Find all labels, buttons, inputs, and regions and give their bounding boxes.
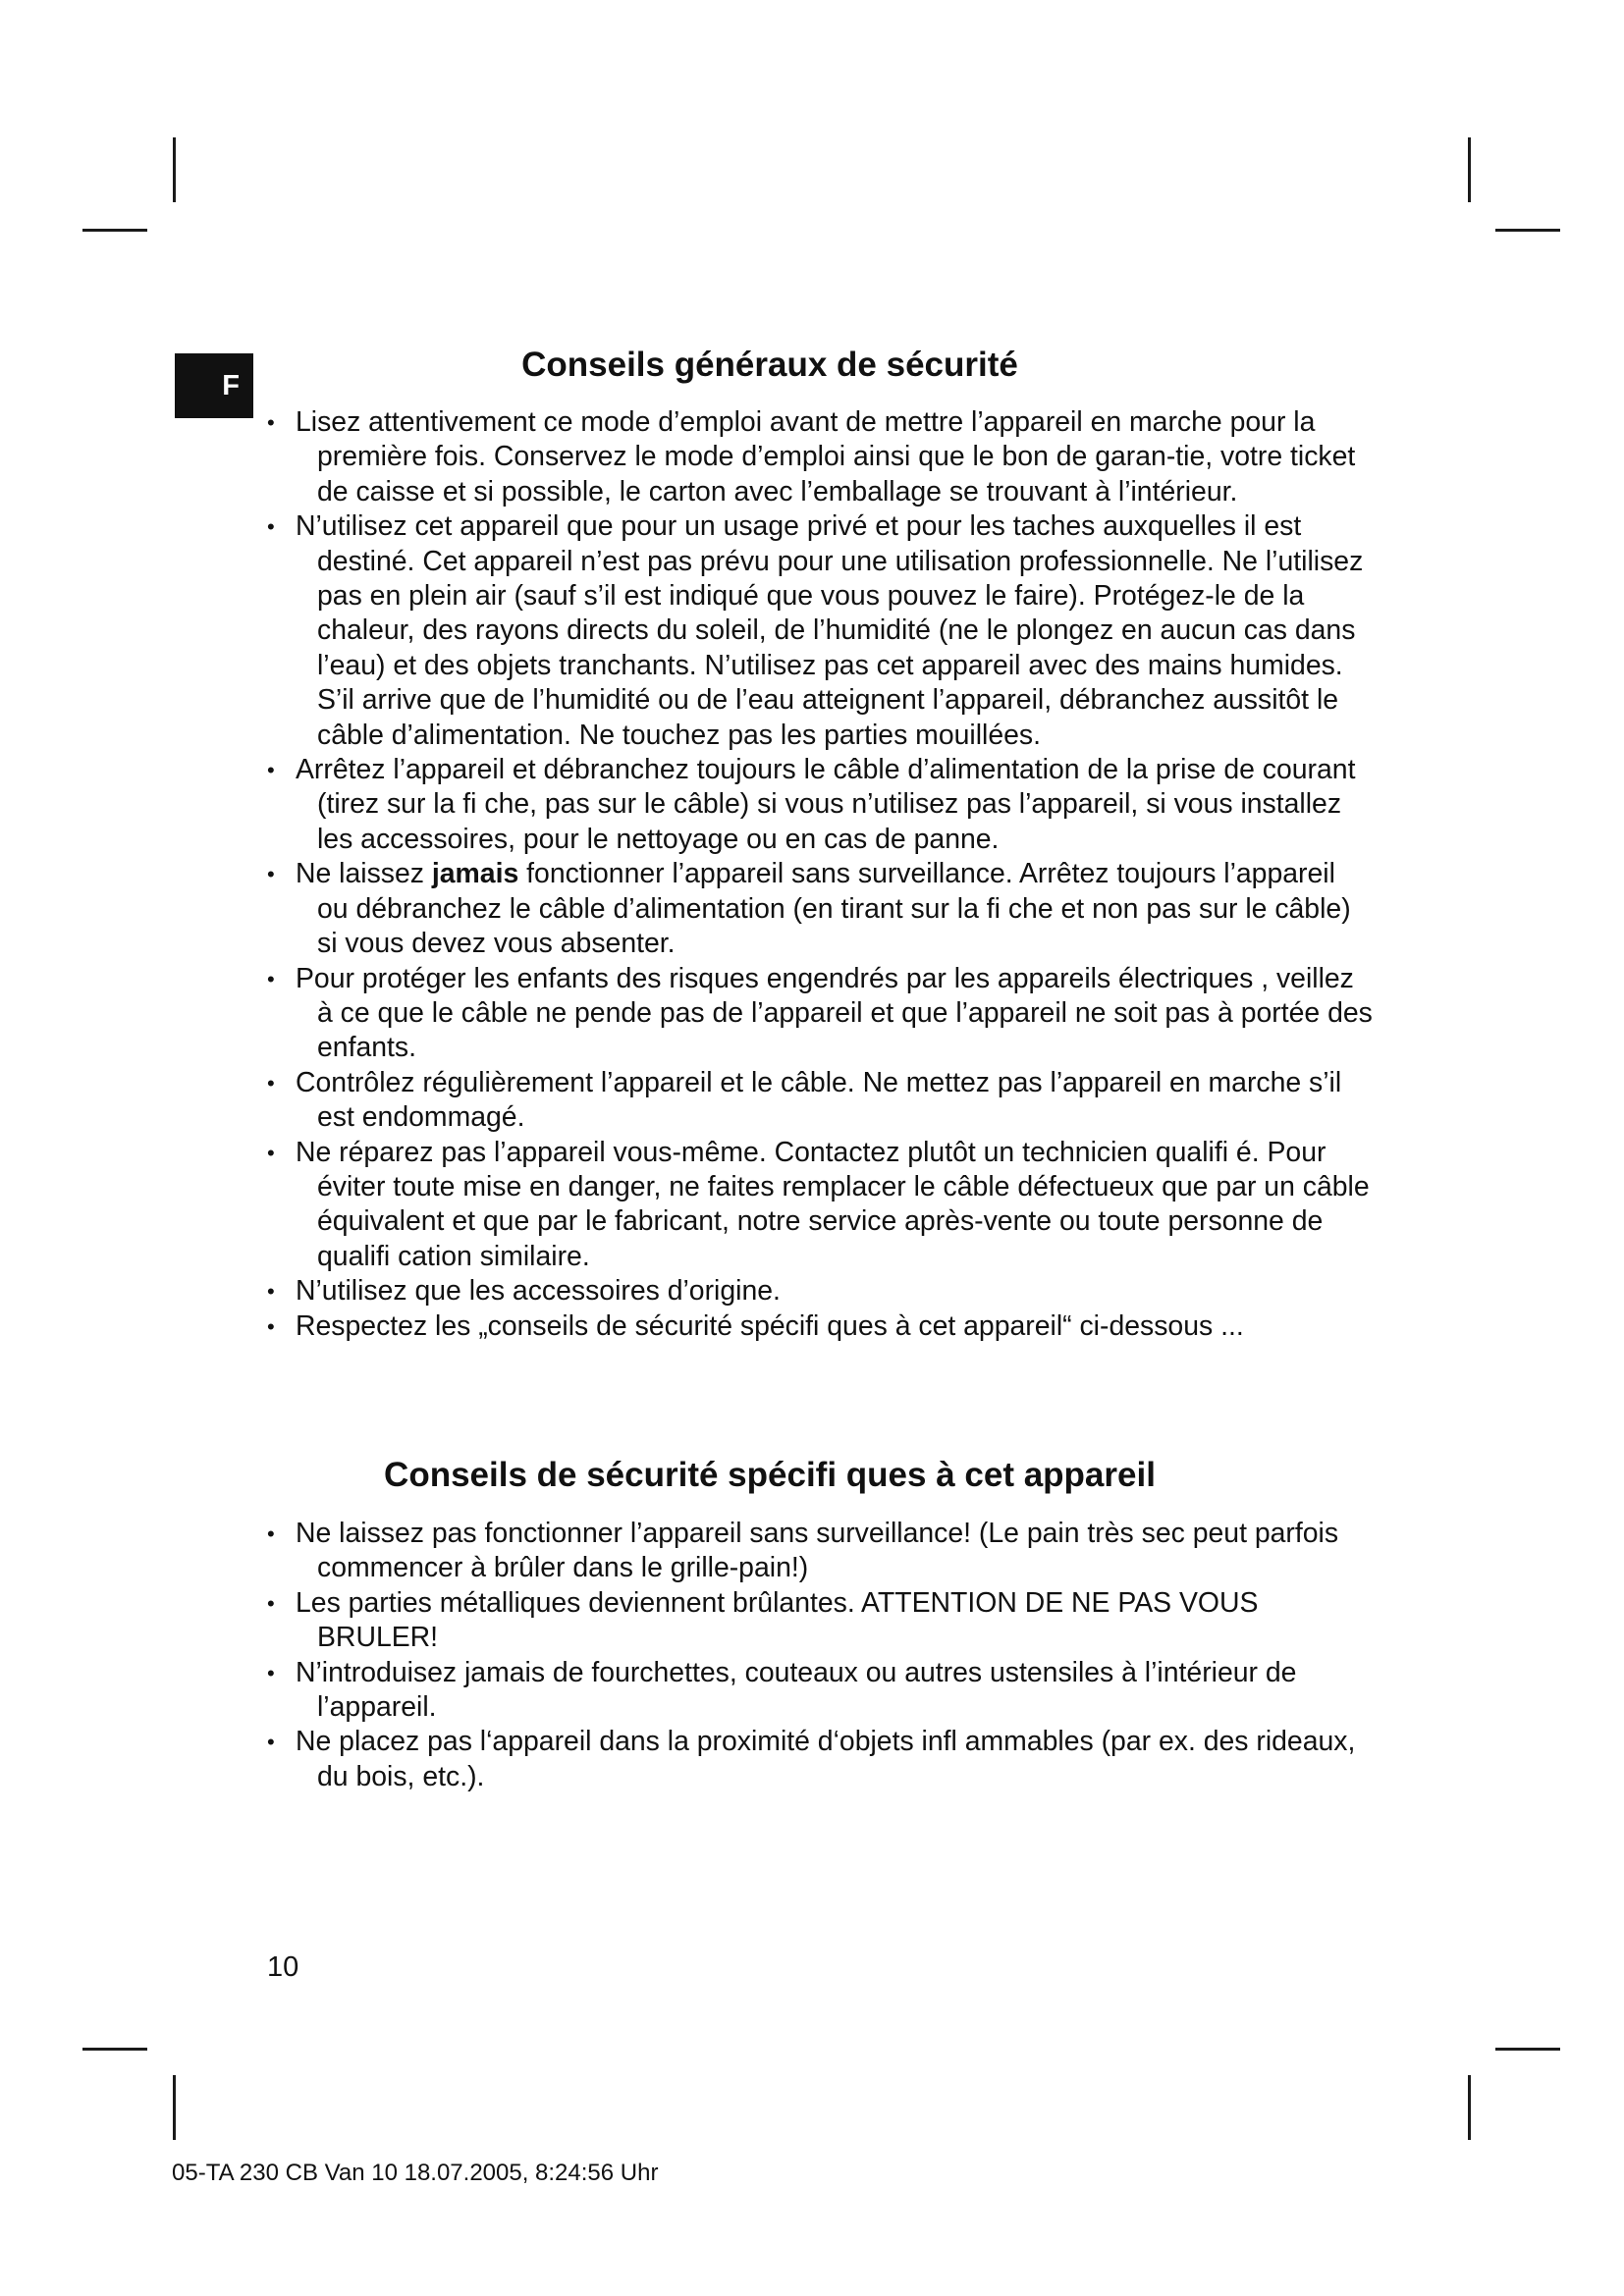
page-number: 10 <box>267 1951 299 1983</box>
list-item <box>263 405 1373 509</box>
list-item <box>263 753 1373 857</box>
list-item <box>263 1656 1373 1726</box>
crop-mark-top-right-vertical <box>1468 137 1471 202</box>
specific-safety-list <box>263 1517 1373 1794</box>
list-item-text <box>296 857 1373 961</box>
list-item <box>263 857 1373 961</box>
language-tab: F <box>175 353 253 418</box>
crop-mark-bottom-right-vertical <box>1468 2075 1471 2140</box>
section-title-specific: Conseils de sécurité spécifi ques à cet appareil <box>384 1456 1156 1494</box>
crop-mark-top-right-horizontal <box>1495 229 1560 232</box>
print-footer: 05-TA 230 CB Van 10 18.07.2005, 8:24:56 Uhr <box>172 2160 659 2186</box>
list-item <box>263 1066 1373 1136</box>
list-item-text: • Ne placez pas l‘appareil dans la proximité d‘objets infl ammables (par ex. des rideaux, du bois, etc.). <box>296 1726 1356 1792</box>
list-item <box>263 1274 1373 1308</box>
list-item-text: • Lisez attentivement ce mode d’emploi avant de mettre l’appareil en marche pour la première fois. Conservez le mode d’emploi ainsi que le bon de garan-tie, votre ticket de caisse et si possible, le carton avec l’emballage se trouvant à l’intérieur. <box>296 406 1356 507</box>
list-item <box>263 1725 1373 1794</box>
crop-mark-top-left-vertical <box>173 137 176 202</box>
section-title-general: Conseils généraux de sécurité <box>521 346 1018 384</box>
list-item-text: • N’introduisez jamais de fourchettes, couteaux ou autres ustensiles à l’intérieur de l’appareil. <box>296 1656 1297 1724</box>
list-item-text: • N’utilisez que les accessoires d’origine. <box>296 1275 781 1308</box>
list-item-text: • Respectez les „conseils de sécurité spécifi ques à cet appareil“ ci-dessous ... <box>296 1309 1244 1342</box>
list-item-text: • Arrêtez l’appareil et débranchez toujours le câble d’alimentation de la prise de courant (tirez sur la fi che, pas sur le câble) si vous n’utilisez pas l’appareil, si vous installez les accessoires, pour le nettoyage ou en cas de panne. <box>296 754 1356 855</box>
crop-mark-top-left-horizontal <box>82 229 147 232</box>
list-item-text: • Contrôlez régulièrement l’appareil et le câble. Ne mettez pas l’appareil en marche s’il est endommagé. <box>296 1066 1342 1134</box>
list-item <box>263 962 1373 1066</box>
crop-mark-bottom-left-vertical <box>173 2075 176 2140</box>
list-item <box>263 1586 1373 1656</box>
list-item-text: • N’utilisez cet appareil que pour un usage privé et pour les taches auxquelles il est destiné. Cet appareil n’est pas prévu pour une utilisation professionnelle. Ne l’utilisez pas en plein air (sauf s’il est indiqué que vous pouvez le faire). Protégez-le de la chaleur, des rayons directs du soleil, de l’humidité (ne le plongez en aucun cas dans l’eau) et des objets tranchants. N’utilisez pas cet appareil avec des mains humides. S’il arrive que de l’humidité ou de l’eau atteignent l’appareil, débranchez aussitôt le câble d’alimentation. Ne touchez pas les parties mouillées. <box>296 510 1364 751</box>
list-item-text: • Pour protéger les enfants des risques engendrés par les appareils électriques , veillez à ce que le câble ne pende pas de l’appareil et que l’appareil ne soit pas à portée des enfants. <box>296 962 1373 1064</box>
list-item <box>263 1309 1373 1344</box>
list-item-text: • Les parties métalliques deviennent brûlantes. ATTENTION DE NE PAS VOUS BRULER! <box>296 1586 1259 1654</box>
general-safety-list <box>263 405 1373 1344</box>
list-item <box>263 1136 1373 1275</box>
list-item <box>263 1517 1373 1586</box>
crop-mark-bottom-right-horizontal <box>1495 2048 1560 2051</box>
list-item-text: • Ne réparez pas l’appareil vous-même. Contactez plutôt un technicien qualifi é. Pour éviter toute mise en danger, ne faites remplacer le câble défectueux que par un câble équivalent et que par le fabricant, notre service après-vente ou toute personne de qualifi cation similaire. <box>296 1136 1370 1272</box>
list-item-text: • Ne laissez pas fonctionner l’appareil sans surveillance! (Le pain très sec peut parfois commencer à brûler dans le grille-pain!) <box>296 1518 1339 1584</box>
emphasis-jamais: jamais <box>431 858 519 890</box>
list-item <box>263 509 1373 753</box>
list-item-text-start: Ne laissez <box>296 858 432 890</box>
list-item-text-end: fonctionner l’appareil sans surveillance. Arrêtez toujours l’appareil ou débranchez le câble d’alimentation (en tirant sur la fi che et non pas sur le câble) si vous devez vous absenter. <box>317 858 1351 960</box>
crop-mark-bottom-left-horizontal <box>82 2048 147 2051</box>
